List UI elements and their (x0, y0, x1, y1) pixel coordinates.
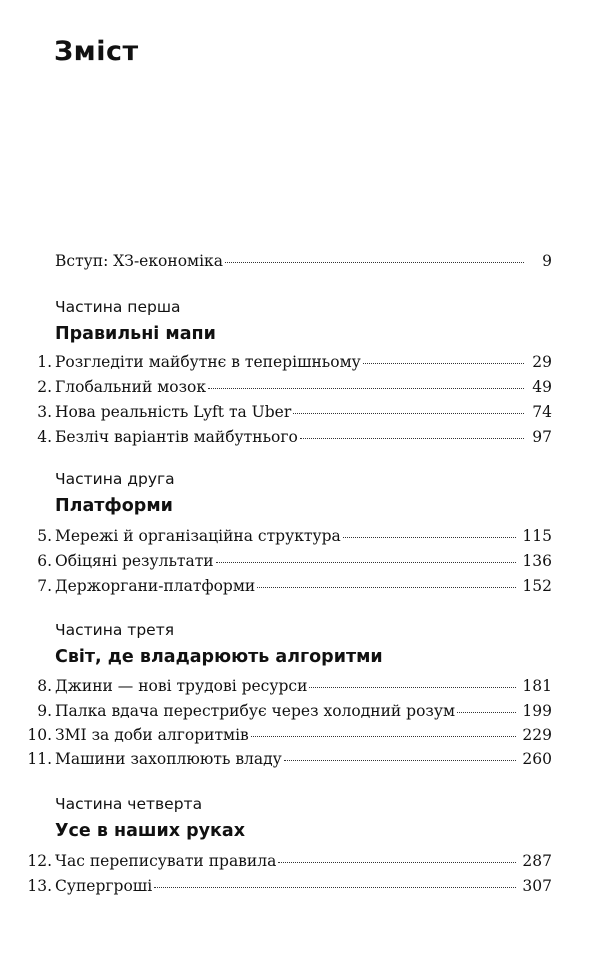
toc-entry-label: Мережі й організаційна структура (55, 527, 341, 545)
leader-dots (284, 760, 517, 761)
part-title: Усе в наших руках (55, 821, 246, 841)
toc-entry[interactable] (0, 877, 600, 899)
toc-entry[interactable] (0, 428, 600, 450)
toc-entry-line (55, 726, 552, 744)
leader-dots (457, 712, 516, 713)
chapter-number: 12. (27, 852, 52, 870)
toc-entry-label: ЗМІ за доби алгоритмів (55, 726, 249, 744)
leader-dots (154, 887, 516, 888)
chapter-number: 9. (37, 702, 52, 720)
toc-entry-label: Глобальний мозок (55, 378, 207, 396)
leader-dots (278, 862, 516, 863)
toc-entry-label: Розгледіти майбутнє в теперішньому (55, 353, 361, 371)
toc-entry[interactable] (0, 750, 600, 772)
leader-dots (225, 262, 524, 263)
toc-entry-page: 229 (522, 726, 552, 744)
chapter-number: 2. (37, 378, 52, 396)
toc-entry-page: 287 (522, 852, 552, 870)
leader-dots (293, 413, 524, 414)
chapter-number: 11. (27, 750, 52, 768)
toc-entry-page: 307 (522, 877, 552, 895)
toc-entry-line (55, 428, 552, 446)
toc-entry[interactable] (0, 378, 600, 400)
leader-dots (300, 438, 524, 439)
toc-entry-label: Машини захоплюють владу (55, 750, 282, 768)
toc-entry[interactable] (0, 403, 600, 425)
chapter-number: 10. (27, 726, 52, 744)
toc-entry-page: 181 (522, 677, 552, 695)
toc-entry-label: Супергроші (55, 877, 153, 895)
chapter-number: 1. (37, 353, 52, 371)
toc-entry-label: Час переписувати правила (55, 852, 277, 870)
toc-entry-page: 136 (522, 552, 552, 570)
page-title: Зміст (54, 36, 139, 67)
part-label: Частина четверта (55, 795, 203, 813)
toc-entry-page: 199 (522, 702, 552, 720)
leader-dots (309, 687, 516, 688)
leader-dots (208, 388, 524, 389)
toc-entry-label: Джини — нові трудові ресурси (55, 677, 308, 695)
toc-entry-label: Вступ: ХЗ-економіка (55, 252, 223, 270)
chapter-number: 7. (37, 577, 52, 595)
toc-entry[interactable] (0, 552, 600, 574)
chapter-number: 8. (37, 677, 52, 695)
part-label: Частина друга (55, 470, 175, 488)
chapter-number: 3. (37, 403, 52, 421)
toc-entry-intro[interactable] (0, 252, 600, 274)
chapter-number: 4. (37, 428, 52, 446)
toc-entry-line (55, 552, 552, 570)
chapter-number: 13. (27, 877, 52, 895)
toc-entry[interactable] (0, 726, 600, 748)
part-title: Світ, де владарюють алгоритми (55, 647, 383, 667)
toc-entry-page: 115 (522, 527, 552, 545)
toc-entry-label: Безліч варіантів майбутнього (55, 428, 298, 446)
toc-entry-page: 49 (532, 378, 552, 396)
toc-entry[interactable] (0, 527, 600, 549)
toc-entry-page: 97 (532, 428, 552, 446)
toc-entry-line (55, 852, 552, 870)
chapter-number: 6. (37, 552, 52, 570)
toc-entry-line (55, 577, 552, 595)
toc-entry[interactable] (0, 852, 600, 874)
toc-entry-label: Обіцяні результати (55, 552, 214, 570)
toc-entry-label: Держоргани-платформи (55, 577, 256, 595)
leader-dots (343, 537, 517, 538)
toc-entry-line (55, 353, 552, 371)
part-title: Правильні мапи (55, 324, 216, 344)
part-label: Частина перша (55, 298, 181, 316)
toc-entry-page: 29 (532, 353, 552, 371)
toc-entry-page: 152 (522, 577, 552, 595)
toc-entry-line (55, 702, 552, 720)
leader-dots (251, 736, 517, 737)
part-label: Частина третя (55, 621, 175, 639)
toc-entry-label: Нова реальність Lyft та Uber (55, 403, 292, 421)
leader-dots (363, 363, 524, 364)
toc-entry-line (55, 378, 552, 396)
toc-entry-line (55, 527, 552, 545)
toc-entry-label: Палка вдача перестрибує через холодний розум (55, 702, 456, 720)
part-title: Платформи (55, 496, 173, 516)
toc-entry-line (55, 403, 552, 421)
leader-dots (216, 562, 517, 563)
toc-entry[interactable] (0, 702, 600, 724)
toc-entry[interactable] (0, 577, 600, 599)
toc-entry[interactable] (0, 677, 600, 699)
toc-entry-page: 9 (542, 252, 552, 270)
toc-entry-page: 74 (532, 403, 552, 421)
toc-entry-page: 260 (522, 750, 552, 768)
toc-entry-line (55, 877, 552, 895)
toc-entry[interactable] (0, 353, 600, 375)
chapter-number: 5. (37, 527, 52, 545)
toc-entry-line (55, 677, 552, 695)
leader-dots (257, 587, 516, 588)
toc-entry-line (55, 750, 552, 768)
toc-entry-line (55, 252, 552, 270)
